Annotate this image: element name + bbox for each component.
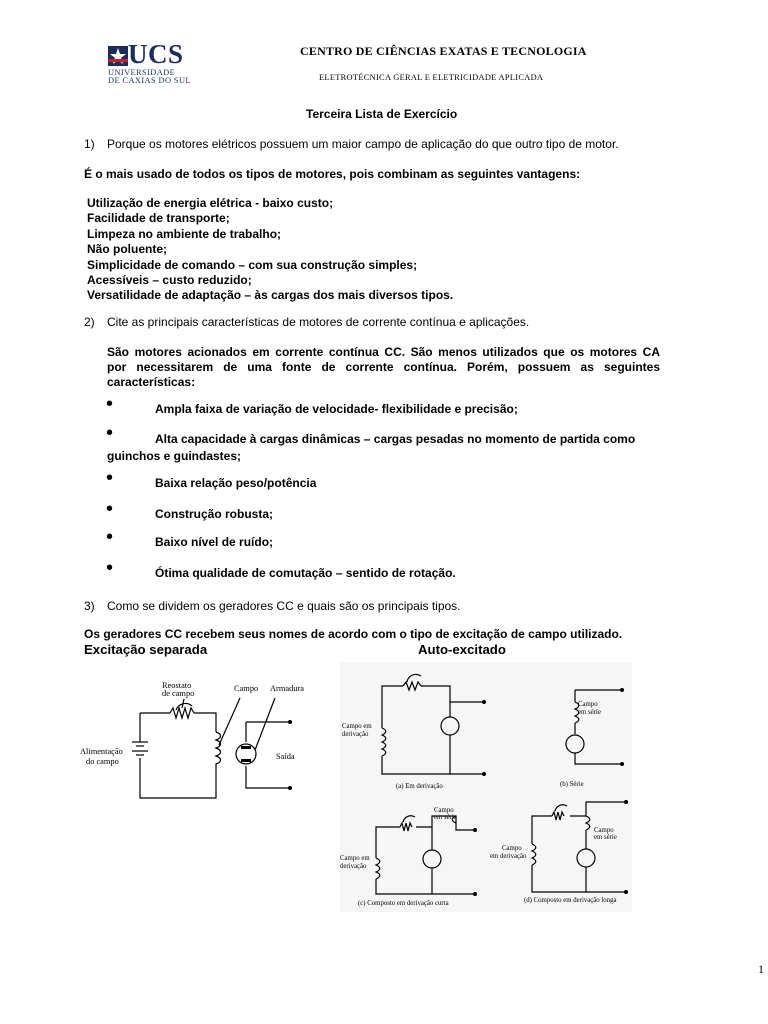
label-c-serie-1: Campo [434, 807, 454, 814]
q2-bullet-1: Ampla faixa de variação de velocidade- flexibilidade e precisão; [155, 402, 518, 416]
label-reostato-1: Reostato [162, 681, 192, 690]
label-c-deriv-2: derivação [340, 863, 367, 870]
list-item: Não poluente; [87, 242, 167, 257]
q2-question: Cite as principais características de motores de corrente contínua e aplicações. [107, 315, 530, 329]
caption-d: (d) Composto em derivação longa [524, 897, 617, 904]
q1-advantages-list [87, 196, 453, 304]
list-item: Limpeza no ambiente de trabalho; [87, 226, 282, 241]
label-b-campo-2: em série [578, 709, 601, 716]
heading-excitacao-separada: Excitação separada [84, 642, 208, 657]
logo-line-2: DE CAXIAS DO SUL [108, 76, 191, 85]
q2-bullet-2: Alta capacidade à cargas dinâmicas – cargas pesadas no momento de partida como [155, 432, 636, 446]
label-a-campo-2: derivação [342, 731, 369, 738]
q2-answer [107, 345, 660, 390]
q1-answer-intro: É o mais usado de todos os tipos de motores, pois combinam as seguintes vantagens: [84, 167, 581, 181]
label-d-deriv-2: em derivação [490, 853, 527, 860]
bullet-icon: • [106, 526, 114, 548]
bullet-icon: • [106, 467, 114, 489]
label-c-serie-2: em série [434, 814, 457, 821]
page-number: 1 [758, 962, 764, 976]
label-alimentacao-2: do campo [86, 757, 119, 766]
caption-c: (c) Composto em derivação curta [358, 900, 449, 907]
list-item: Acessíveis – custo reduzido; [87, 273, 252, 288]
logo-brand: UCS [128, 39, 184, 69]
heading-auto-excitado: Auto-excitado [418, 642, 506, 657]
q3-question: Como se dividem os geradores CC e quais são os principais tipos. [107, 599, 461, 613]
label-saida: Saída [276, 752, 295, 761]
self-excited-diagrams [340, 662, 632, 912]
page-title: Terceira Lista de Exercício [306, 107, 458, 121]
bullet-icon: • [106, 393, 114, 415]
q2-bullet-2-continuation: guinchos e guindastes; [107, 449, 242, 463]
q3-number: 3) [84, 599, 95, 613]
q1-number: 1) [84, 137, 95, 151]
q2-bullet-4: Construção robusta; [155, 507, 274, 521]
q2-bullet-5: Baixo nível de ruído; [155, 535, 274, 549]
label-campo: Campo [234, 684, 259, 693]
caption-b: (b) Série [560, 781, 584, 788]
q3-answer: Os geradores CC recebem seus nomes de acordo com o tipo de excitação de campo utilizado. [84, 627, 623, 641]
label-d-serie-1: Campo [594, 827, 614, 834]
bullet-icon: • [106, 557, 114, 579]
list-item: Facilidade de transporte; [87, 211, 230, 226]
ucs-logo [108, 39, 212, 85]
list-item: Simplicidade de comando – com sua construção simples; [87, 257, 418, 272]
label-c-deriv-1: Campo em [340, 855, 370, 862]
header-center: CENTRO DE CIÊNCIAS EXATAS E TECNOLOGIA [300, 44, 587, 58]
q2-answer-line: São motores acionados em corrente contínua CC. São menos utilizados que os motores CA [107, 345, 660, 359]
header-course: ELETROTÉCNICA GERAL E ELETRICIDADE APLICADA [319, 73, 544, 82]
q2-number: 2) [84, 315, 95, 329]
q1-question: Porque os motores elétricos possuem um maior campo de aplicação do que outro tipo de motor. [107, 137, 619, 151]
label-alimentacao-1: Alimentação [80, 747, 123, 756]
label-armadura: Armadura [270, 684, 304, 693]
label-b-campo-1: Campo [578, 701, 598, 708]
bullet-icon: • [106, 422, 114, 444]
label-reostato-2: de campo [162, 689, 195, 698]
logo-line-1: UNIVERSIDADE [108, 68, 176, 77]
label-d-serie-2: em série [594, 834, 617, 841]
bullet-icon: • [106, 498, 114, 520]
caption-a: (a) Em derivação [396, 783, 443, 790]
q2-bullet-3: Baixa relação peso/potência [155, 476, 317, 490]
q2-bullet-6: Ótima qualidade de comutação – sentido de rotação. [155, 566, 456, 580]
q2-answer-line: por necessitarem de uma fonte de corrente contínua. Porém, possuem as seguintes [107, 360, 660, 374]
list-item: Utilização de energia elétrica - baixo custo; [87, 196, 334, 210]
list-item: Versatilidade de adaptação – às cargas dos mais diversos tipos. [87, 288, 454, 303]
separately-excited-diagram [78, 672, 310, 806]
q2-answer-line: características: [107, 375, 196, 389]
ucs-star-icon [108, 46, 128, 66]
label-d-deriv-1: Campo [502, 845, 522, 852]
label-a-campo-1: Campo em [342, 723, 372, 730]
